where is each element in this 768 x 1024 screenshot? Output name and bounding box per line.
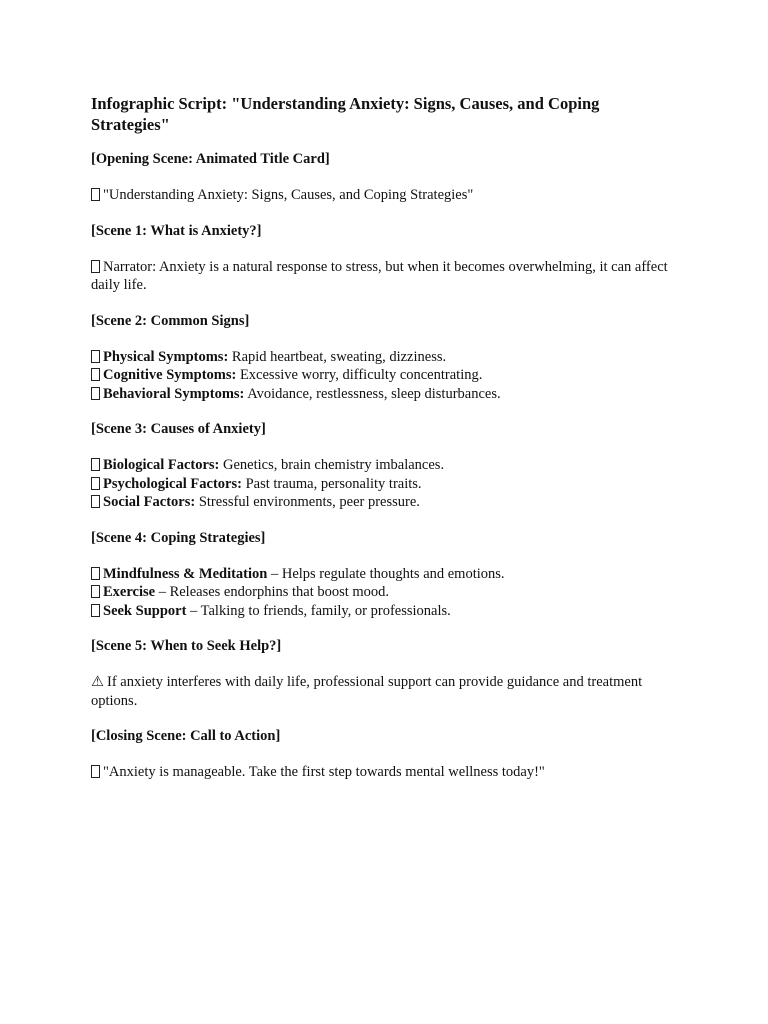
scene-2-heading: [Scene 2: Common Signs] [91,312,250,329]
scene-3-heading: [Scene 3: Causes of Anxiety] [91,421,266,437]
list-item [91,366,681,385]
opening-title-card-text: "Understanding Anxiety: Signs, Causes, and Coping Strategies" [103,187,474,203]
list-item-text: Excessive worry, difficulty concentrating. [236,367,483,383]
list-item [91,493,681,512]
missing-emoji-icon [91,604,100,617]
list-item-text: – Talking to friends, family, or professionals. [186,602,451,619]
scene-3-list [91,456,681,512]
list-item [91,385,681,404]
scene-4-list [91,565,681,621]
scene-5-heading: [Scene 5: When to Seek Help?] [91,638,282,654]
list-item-label: Biological Factors: [103,457,220,473]
list-item [91,583,681,602]
scene-2-list [91,348,681,404]
seek-help-text: If anxiety interferes with daily life, professional support can provide guidance and treatment options. [91,674,643,709]
list-item-label: Physical Symptoms: [103,348,229,365]
list-item-text: Rapid heartbeat, sweating, dizziness. [228,348,447,365]
missing-emoji-icon [91,387,100,400]
list-item-text: Stressful environments, peer pressure. [195,494,420,510]
list-item-text: – Helps regulate thoughts and emotions. [267,565,505,582]
list-item [91,602,681,621]
closing-scene-text [91,763,681,782]
missing-emoji-icon [91,495,100,508]
list-item [91,475,681,494]
list-item-text: – Releases endorphins that boost mood. [155,584,390,600]
document-page [91,93,681,799]
scene-4-heading: [Scene 4: Coping Strategies] [91,529,266,546]
missing-emoji-icon [91,585,100,598]
list-item-label: Seek Support [103,602,187,619]
missing-emoji-icon [91,350,100,363]
missing-emoji-icon [91,765,100,778]
scene-5-text [91,673,681,710]
call-to-action-text: "Anxiety is manageable. Take the first step towards mental wellness today!" [103,764,545,780]
opening-scene-heading: [Opening Scene: Animated Title Card] [91,151,330,167]
opening-scene-text [91,186,681,205]
list-item-label: Psychological Factors: [103,475,242,492]
list-item [91,348,681,367]
missing-emoji-icon [91,368,100,381]
list-item [91,456,681,475]
list-item-text: Avoidance, restlessness, sleep disturbances. [244,385,501,402]
list-item-label: Mindfulness & Meditation [103,565,268,582]
scene-1-heading: [Scene 1: What is Anxiety?] [91,222,262,239]
list-item [91,565,681,584]
missing-emoji-icon [91,458,100,471]
warning-icon: ⚠ [91,674,104,690]
scene-1-text [91,258,681,295]
list-item-label: Social Factors: [103,494,196,510]
list-item-text: Past trauma, personality traits. [241,475,422,492]
list-item-label: Exercise [103,584,156,600]
missing-emoji-icon [91,477,100,490]
list-item-label: Behavioral Symptoms: [103,385,245,402]
list-item-label: Cognitive Symptoms: [103,367,237,383]
narrator-text: Narrator: Anxiety is a natural response to stress, but when it becomes overwhelming, it can affect daily life. [91,258,668,293]
missing-emoji-icon [91,260,100,273]
closing-scene-heading: [Closing Scene: Call to Action] [91,728,281,744]
missing-emoji-icon [91,567,100,580]
document-title: Infographic Script: "Understanding Anxiety: Signs, Causes, and Coping Strategies" [91,94,600,134]
missing-emoji-icon [91,188,100,201]
list-item-text: Genetics, brain chemistry imbalances. [219,457,445,473]
